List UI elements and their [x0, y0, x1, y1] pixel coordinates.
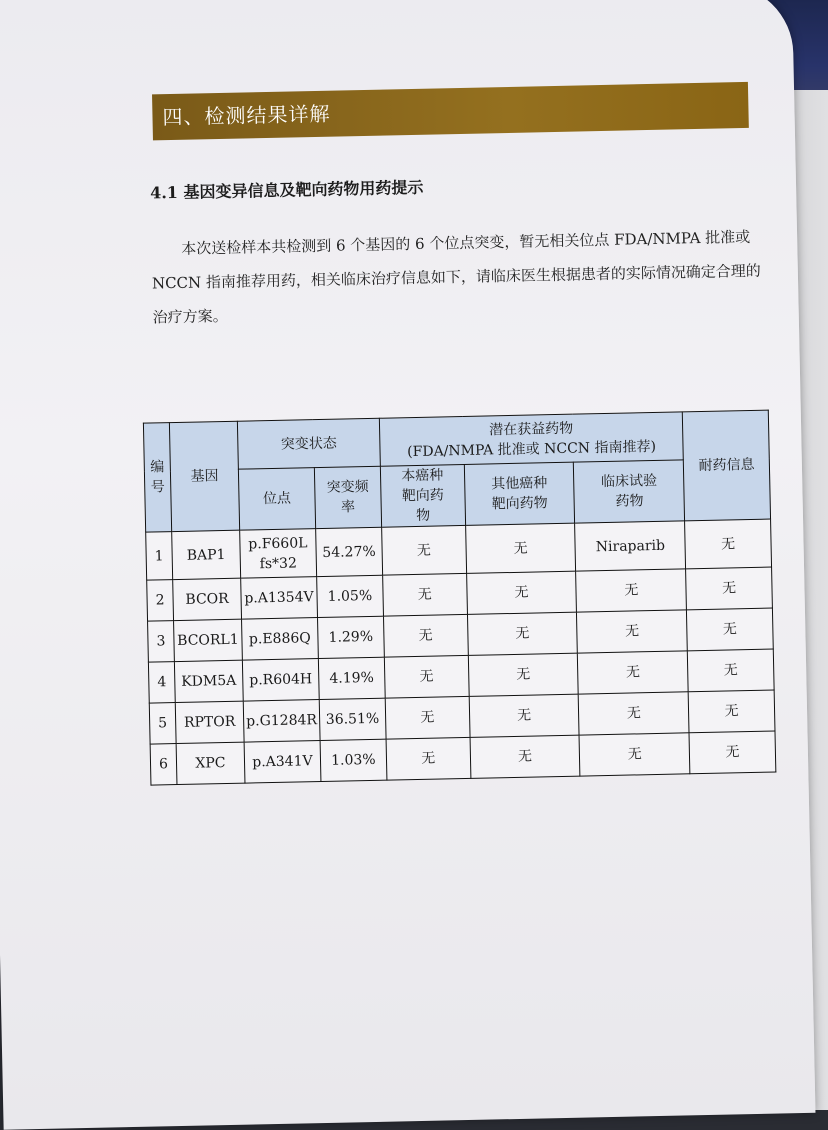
header-num: 编号 — [143, 423, 171, 533]
cell-site: p.R604H — [242, 659, 319, 702]
cell-frequency: 1.03% — [320, 739, 387, 781]
header-other-cancer: 其他癌种靶向药物 — [464, 462, 575, 525]
cell-other-cancer: 无 — [466, 571, 577, 614]
header-mutation-status: 突变状态 — [237, 418, 380, 469]
intro-line: 治疗方案。 — [152, 306, 228, 327]
cell-clinical-trial: 无 — [576, 569, 687, 612]
header-site: 位点 — [238, 468, 315, 531]
cell-resistance: 无 — [687, 608, 774, 651]
cell-frequency: 1.05% — [317, 575, 384, 617]
cell-num: 3 — [148, 621, 175, 663]
cell-frequency: 54.27% — [316, 527, 383, 576]
cell-other-cancer: 无 — [470, 735, 581, 778]
cell-resistance: 无 — [685, 519, 772, 569]
cell-other-cancer: 无 — [465, 523, 576, 573]
cell-num: 2 — [147, 580, 174, 622]
table-header — [143, 410, 770, 532]
cell-resistance: 无 — [688, 690, 775, 733]
cell-frequency: 1.29% — [317, 616, 384, 658]
cell-gene: BCOR — [173, 578, 242, 620]
cell-resistance: 无 — [689, 731, 776, 774]
cell-this-cancer: 无 — [386, 737, 471, 780]
table-body — [146, 519, 776, 785]
cell-num: 4 — [148, 662, 175, 704]
cell-other-cancer: 无 — [469, 694, 580, 737]
cell-site: p.A1354V — [241, 577, 318, 620]
cell-site: p.F660Lfs*32 — [240, 529, 317, 579]
cell-clinical-trial: 无 — [579, 733, 690, 776]
cell-site: p.E886Q — [241, 618, 318, 661]
header-potential-drugs — [379, 412, 683, 466]
cell-clinical-trial: 无 — [578, 651, 689, 694]
cell-resistance: 无 — [688, 649, 775, 692]
section-title: 四、检测结果详解 — [162, 101, 331, 130]
cell-resistance: 无 — [686, 567, 773, 610]
header-clinical-trial: 临床试验药物 — [574, 460, 685, 523]
cell-clinical-trial: Niraparib — [575, 521, 686, 571]
cell-num: 5 — [149, 703, 176, 745]
cell-other-cancer: 无 — [467, 612, 578, 655]
cell-site: p.A341V — [244, 741, 321, 784]
cell-this-cancer: 无 — [381, 525, 466, 575]
cell-clinical-trial: 无 — [577, 610, 688, 653]
intro-line: NCCN 指南推荐用药，相关临床治疗信息如下，请临床医生根据患者的实际情况确定合理的 — [151, 261, 762, 293]
cell-this-cancer: 无 — [385, 696, 470, 739]
header-potential-drugs-note: (FDA/NMPA 批准或 NCCN 指南推荐) — [407, 438, 657, 460]
header-this-cancer: 本癌种靶向药物 — [380, 464, 465, 527]
section-banner — [152, 82, 749, 140]
cell-gene: XPC — [176, 742, 245, 784]
cell-this-cancer: 无 — [384, 655, 469, 698]
cell-site: p.G1284R — [243, 700, 320, 743]
subsection-title: 4.1 基因变异信息及靶向药物用药提示 — [149, 177, 424, 203]
cell-gene: KDM5A — [174, 660, 243, 702]
cell-other-cancer: 无 — [468, 653, 579, 696]
cell-this-cancer: 无 — [382, 573, 467, 616]
cell-frequency: 4.19% — [318, 657, 385, 699]
header-gene: 基因 — [169, 421, 239, 531]
header-frequency: 突变频率 — [314, 466, 381, 528]
cell-clinical-trial: 无 — [579, 692, 690, 735]
cell-gene: BAP1 — [172, 530, 241, 579]
intro-paragraph — [151, 220, 763, 335]
header-resistance: 耐药信息 — [683, 410, 771, 521]
cell-num: 1 — [146, 532, 173, 581]
cell-num: 6 — [150, 744, 177, 786]
header-potential-drugs-title: 潜在获益药物 — [488, 420, 574, 438]
gene-mutation-table — [143, 410, 776, 786]
intro-line: 本次送检样本共检测到 6 个基因的 6 个位点突变，暂无相关位点 FDA/NMPA 批准或 — [181, 227, 751, 258]
cell-gene: BCORL1 — [174, 619, 243, 661]
cell-frequency: 36.51% — [319, 698, 386, 740]
cell-gene: RPTOR — [175, 701, 244, 743]
cell-this-cancer: 无 — [383, 614, 468, 657]
